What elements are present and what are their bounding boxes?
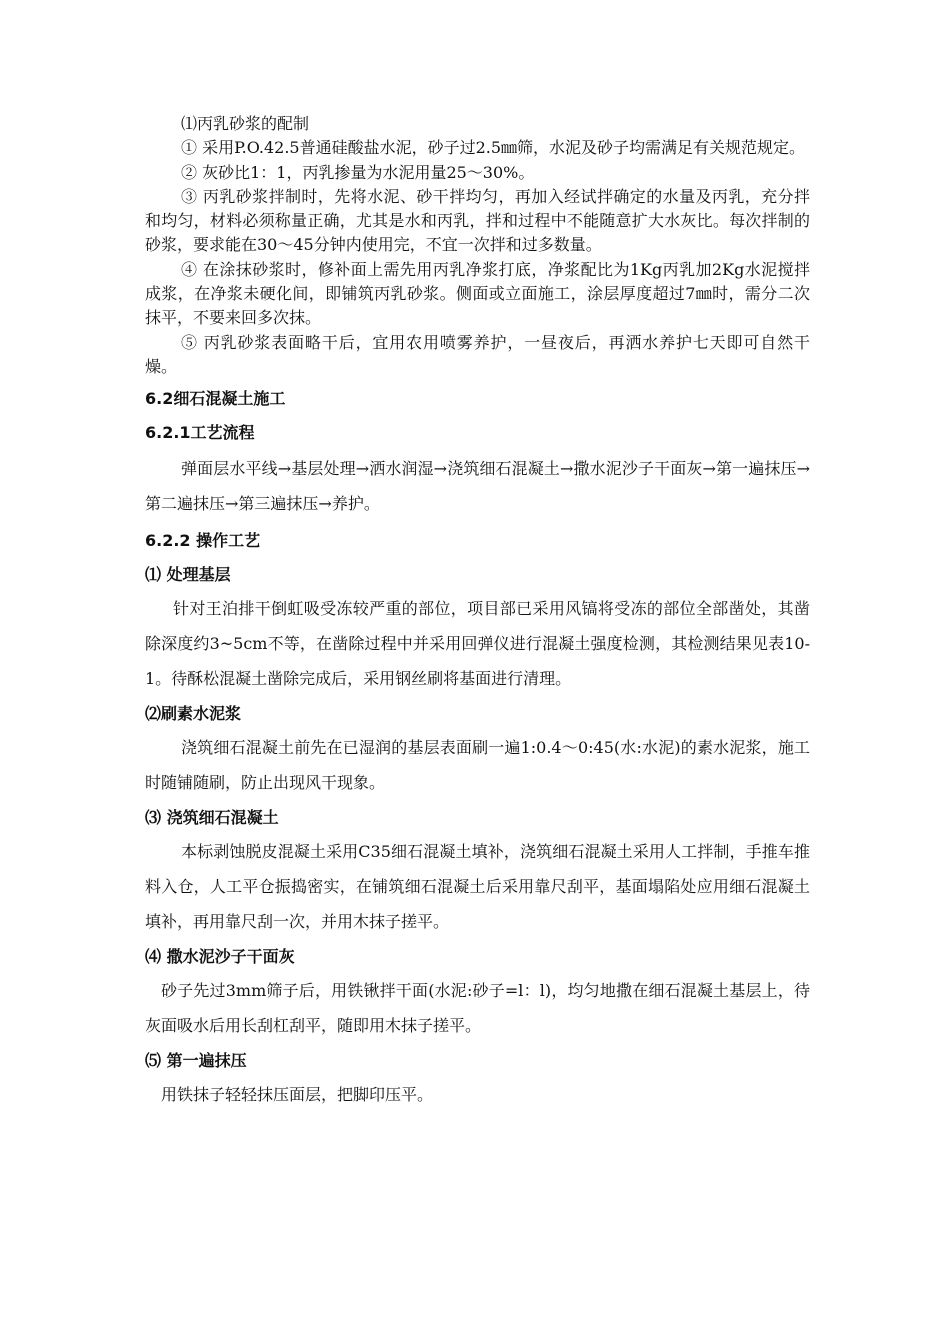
step-3-text: 本标剥蚀脱皮混凝土采用C35细石混凝土填补，浇筑细石混凝土采用人工拌制，手推车推料入仓，人工平仓振捣密实，在铺筑细石混凝土后采用靠尺刮平，基面塌陷处应用细石混凝土填补，再用靠尺刮一次，并用木抹子搓平。 — [145, 842, 810, 932]
paragraph-item-1: ① 采用P.O.42.5普通硅酸盐水泥，砂子过2.5㎜筛，水泥及砂子均需满足有关规范规定。 — [181, 138, 806, 158]
step-heading-3: ⑶ 浇筑细石混凝土 — [145, 808, 279, 828]
step-2-block — [145, 730, 810, 800]
step-5-text: 用铁抹子轻轻抹压面层，把脚印压平。 — [161, 1085, 434, 1105]
step-heading-1: ⑴ 处理基层 — [145, 565, 231, 585]
section-6-1-continuation — [145, 112, 810, 379]
paragraph-item-5: ⑤ 丙乳砂浆表面略干后，宜用农用喷雾养护，一昼夜后，再洒水养护七天即可自然干燥。 — [145, 332, 810, 376]
section-heading-6-2: 6.2细石混凝土施工 — [145, 389, 286, 409]
step-5-block — [145, 1077, 810, 1112]
step-heading-2: ⑵刷素水泥浆 — [145, 704, 242, 724]
step-3-block — [145, 834, 810, 939]
step-2-text: 浇筑细石混凝土前先在已湿润的基层表面刷一遍1:0.4～0:45(水:水泥)的素水泥浆，施工时随铺随刷，防止出现风干现象。 — [145, 738, 810, 793]
subsection-heading-mortar-prep: ⑴丙乳砂浆的配制 — [181, 114, 310, 133]
section-6-2 — [145, 385, 810, 1112]
step-1-text: 针对王泊排干倒虹吸受冻较严重的部位，项目部已采用风镐将受冻的部位全部凿处，其凿除深度约3~5cm不等，在凿除过程中并采用回弹仪进行混凝土强度检测，其检测结果见表10-1。待酥松混凝土凿除完成后，采用钢丝刷将基面进行清理。 — [145, 599, 810, 689]
process-flow-text: 弹面层水平线→基层处理→洒水润湿→浇筑细石混凝土→撒水泥沙子干面灰→第一遍抹压→第二遍抹压→第三遍抹压→养护。 — [145, 459, 810, 514]
paragraph-item-2: ② 灰砂比1：1，丙乳掺量为水泥用量25～30%。 — [181, 162, 535, 182]
step-1-block — [145, 591, 810, 696]
step-4-block — [145, 973, 810, 1043]
step-heading-5: ⑸ 第一遍抹压 — [145, 1051, 247, 1071]
document-body — [145, 112, 810, 1112]
step-4-text: 砂子先过3mm筛子后，用铁锹拌干面(水泥:砂子=l：l)，均匀地撒在细石混凝土基层上，待灰面吸水后用长刮杠刮平，随即用木抹子搓平。 — [145, 981, 810, 1036]
step-heading-4: ⑷ 撒水泥沙子干面灰 — [145, 947, 295, 967]
section-heading-6-2-1: 6.2.1工艺流程 — [145, 423, 255, 443]
process-flow-block — [145, 451, 810, 521]
paragraph-item-3: ③ 丙乳砂浆拌制时，先将水泥、砂干拌均匀，再加入经试拌确定的水量及丙乳，充分拌和均匀，材料必须称量正确，尤其是水和丙乳，拌和过程中不能随意扩大水灰比。每次拌制的砂浆，要求能在30～45分钟内使用完，不宜一次拌和过多数量。 — [145, 186, 810, 255]
paragraph-item-4: ④ 在涂抹砂浆时，修补面上需先用丙乳净浆打底，净浆配比为1Kg丙乳加2Kg水泥搅拌成浆，在净浆未硬化间，即铺筑丙乳砂浆。侧面或立面施工，涂层厚度超过7㎜时，需分二次抹平，不要来回多次抹。 — [145, 259, 810, 328]
section-heading-6-2-2: 6.2.2 操作工艺 — [145, 531, 261, 551]
